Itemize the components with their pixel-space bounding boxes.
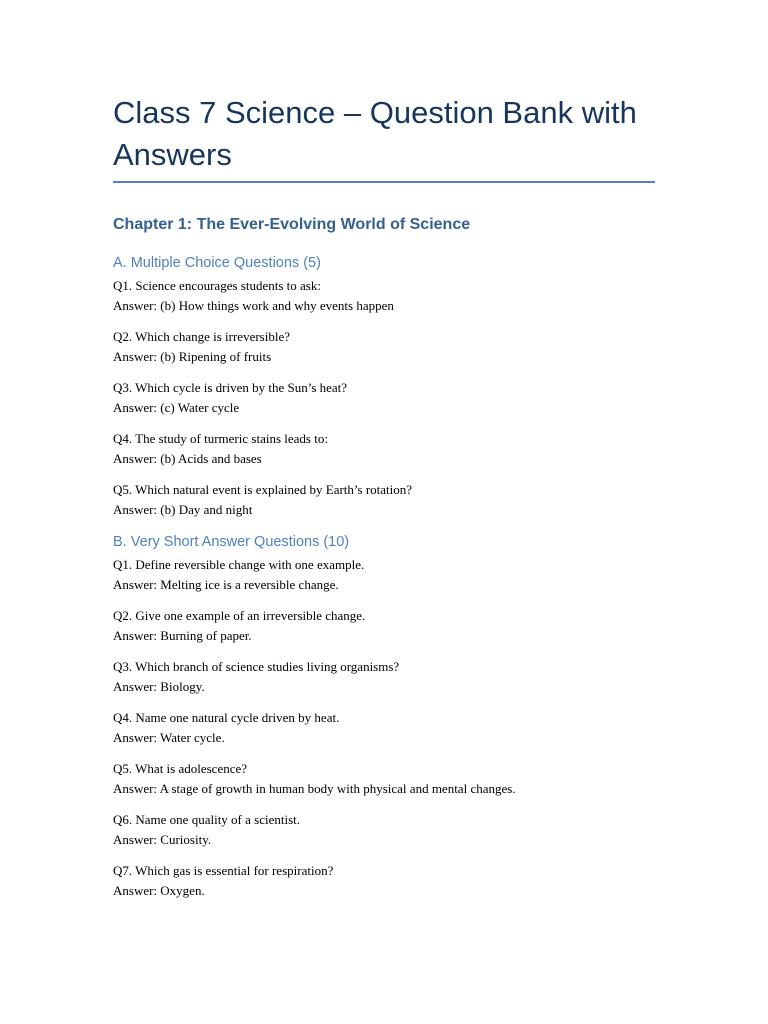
question-item bbox=[113, 378, 655, 417]
answer-text: Answer: Oxygen. bbox=[113, 882, 205, 898]
question-text: Q2. Which change is irreversible? bbox=[113, 329, 290, 344]
question-text: Q5. Which natural event is explained by Earth’s rotation? bbox=[113, 482, 413, 497]
question-text: Q7. Which gas is essential for respiration? bbox=[113, 863, 334, 878]
section-b-heading: B. Very Short Answer Questions (10) bbox=[113, 534, 350, 550]
question-text: Q5. What is adolescence? bbox=[113, 761, 248, 776]
question-text: Q4. The study of turmeric stains leads to: bbox=[113, 431, 328, 446]
question-text: Q4. Name one natural cycle driven by heat. bbox=[113, 710, 340, 725]
question-text: Q2. Give one example of an irreversible change. bbox=[113, 608, 366, 623]
question-item bbox=[113, 759, 655, 798]
answer-text: Answer: Burning of paper. bbox=[113, 627, 252, 643]
question-item bbox=[113, 276, 655, 315]
question-item bbox=[113, 429, 655, 468]
question-item bbox=[113, 657, 655, 696]
answer-text: Answer: (b) How things work and why events happen bbox=[113, 297, 394, 313]
answer-text: Answer: Water cycle. bbox=[113, 729, 225, 745]
document-title: Class 7 Science – Question Bank with Answers bbox=[113, 92, 655, 183]
question-item bbox=[113, 327, 655, 366]
answer-text: Answer: Curiosity. bbox=[113, 831, 212, 847]
answer-text: Answer: (b) Day and night bbox=[113, 501, 253, 517]
answer-text: Answer: A stage of growth in human body with physical and mental changes. bbox=[113, 780, 516, 796]
question-text: Q1. Define reversible change with one example. bbox=[113, 557, 365, 572]
section-a-heading: A. Multiple Choice Questions (5) bbox=[113, 255, 321, 271]
question-text: Q3. Which cycle is driven by the Sun’s heat? bbox=[113, 380, 348, 395]
question-item bbox=[113, 861, 655, 900]
answer-text: Answer: (b) Ripening of fruits bbox=[113, 348, 272, 364]
chapter-heading: Chapter 1: The Ever-Evolving World of Science bbox=[113, 216, 471, 233]
question-item bbox=[113, 810, 655, 849]
question-text: Q6. Name one quality of a scientist. bbox=[113, 812, 301, 827]
question-text: Q1. Science encourages students to ask: bbox=[113, 278, 321, 293]
answer-text: Answer: Melting ice is a reversible change. bbox=[113, 576, 339, 592]
question-item bbox=[113, 480, 655, 519]
section-b-list bbox=[113, 555, 655, 900]
answer-text: Answer: Biology. bbox=[113, 678, 205, 694]
question-item bbox=[113, 606, 655, 645]
answer-text: Answer: (c) Water cycle bbox=[113, 399, 240, 415]
answer-text: Answer: (b) Acids and bases bbox=[113, 450, 262, 466]
question-item bbox=[113, 708, 655, 747]
question-item bbox=[113, 555, 655, 594]
question-text: Q3. Which branch of science studies living organisms? bbox=[113, 659, 400, 674]
section-a-list bbox=[113, 276, 655, 519]
document-page bbox=[113, 92, 655, 900]
